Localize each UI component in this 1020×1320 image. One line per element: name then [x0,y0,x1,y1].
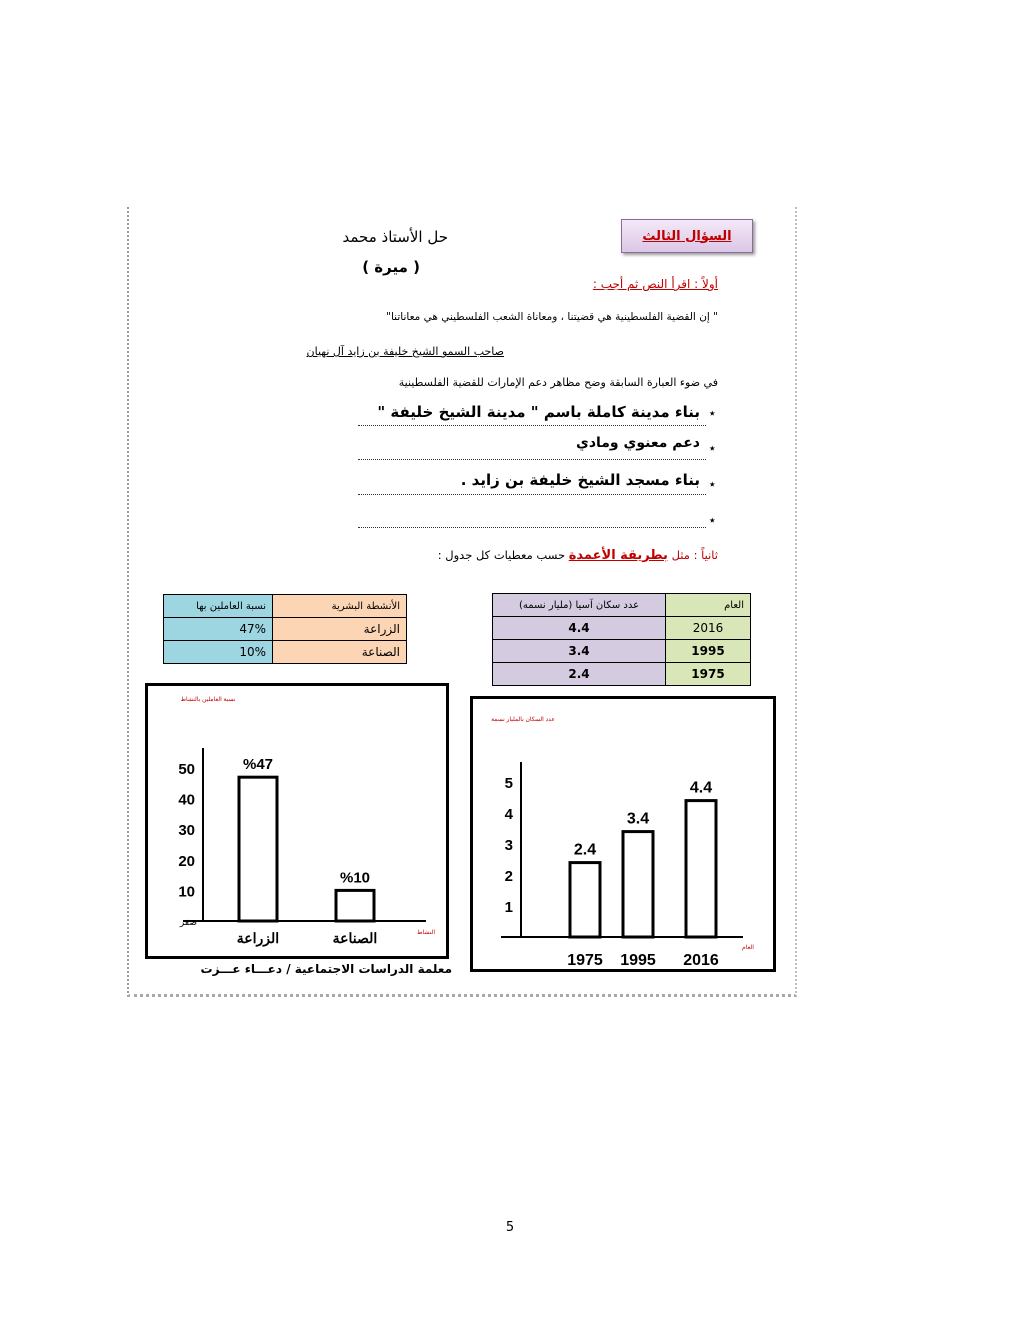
table-cell: 1975 [666,663,751,686]
table-cell: الصناعة [273,641,407,664]
bar [239,777,277,921]
table-cell: 2016 [666,617,751,640]
y-tick-label: 4 [504,806,513,823]
quote-text: " إن القضية الفلسطينية هي قضيتنا ، ومعاناة الشعب الفلسطيني هي معاناتنا" [386,311,718,323]
table-cell: نسبة العاملين بها [164,595,273,618]
solver-name: حل الأستاذ محمد [342,228,448,246]
table-row [493,663,751,686]
y-tick-label: 50 [178,761,195,778]
bar [336,890,374,921]
question-prompt: في ضوء العبارة السابقة وضح مظاهر دعم الإمارات للقضية الفلسطينية [398,376,718,389]
x-category-label: الزراعة [236,930,280,946]
table-row [493,594,751,617]
y-tick-label: 20 [178,852,195,870]
part2-title-suffix: حسب معطيات كل جدول : [437,548,566,562]
table-cell: 1995 [666,640,751,663]
answer-1-bullet: ٭ [709,406,716,420]
table-row [164,618,407,641]
x-category-label: 1995 [620,952,656,969]
answer-1-line [358,425,706,426]
table-cell: الزراعة [273,618,407,641]
part2-title-emphasis: بطريقة الأعمدة [568,548,668,563]
table-cell: 3.4 [493,640,666,663]
bar [623,832,653,937]
chart-workers [148,686,446,956]
table-cell: 2.4 [493,663,666,686]
y-tick-label: 40 [178,791,195,809]
y-tick-label: 3 [504,837,513,854]
y-axis-title: عدد السكان بالمليار نسمة [491,717,555,723]
bar-data-label: 3.4 [626,810,650,828]
student-name: ( ميرة ) [362,258,420,276]
bar-data-label: %10 [339,869,371,887]
answer-3-text: بناء مسجد الشيخ خليفة بن زايد . [460,471,700,489]
answer-4-bullet: ٭ [709,513,716,527]
chart-workers-box [145,683,449,959]
table-right [492,593,751,686]
page-number: 5 [505,1220,515,1235]
origin-label: صفر [179,917,197,927]
y-tick-label: 2 [504,868,513,885]
x-axis-title: النشاط [416,930,436,936]
answer-4-line [358,527,706,528]
bar-data-label: 2.4 [573,841,597,859]
x-category-label: الصناعة [332,930,378,946]
table-row [164,595,407,618]
part2-title-prefix: ثانياً : مثل [671,548,718,562]
table-cell: عدد سكان آسيا (مليار نسمه) [493,594,666,617]
chart-population-box [470,696,776,972]
answer-3-line [358,494,706,495]
bar-data-label: %47 [242,756,274,774]
table-cell: 10% [164,641,273,664]
question-label-box [621,219,753,253]
chart-population [473,699,773,969]
table-row [493,640,751,663]
teacher-credit: معلمة الدراسات الاجتماعية / دعـــاء عـــزت [200,962,452,976]
y-tick-label: 1 [504,899,513,916]
answer-2-line [358,459,706,460]
table-row [493,617,751,640]
bar [570,863,600,937]
table-cell: الأنشطة البشرية [273,595,407,618]
x-category-label: 1975 [567,952,603,969]
x-axis-title: العام [742,945,754,951]
y-axis-title: نسبة العاملين بالنشاط [180,697,236,703]
table-left [163,594,407,664]
answer-2-text: دعم معنوي ومادي [575,435,700,451]
bar-data-label: 4.4 [689,779,713,797]
part1-title: أولاً : اقرأ النص ثم أجب : [592,277,718,291]
bar [686,801,716,937]
table-cell: العام [666,594,751,617]
answer-1-text: بناء مدينة كاملة باسم " مدينة الشيخ خليفة " [377,403,700,421]
y-tick-label: 10 [178,883,195,901]
table-row [164,641,407,664]
quote-attribution: صاحب السمو الشيخ خليفة بن زايد آل نهيان [306,345,504,358]
part2-title [380,548,718,563]
x-category-label: 2016 [683,952,719,969]
answer-3-bullet: ٭ [709,477,716,491]
table-cell: 4.4 [493,617,666,640]
answer-2-bullet: ٭ [709,441,716,455]
y-tick-label: 5 [504,775,513,792]
table-cell: 47% [164,618,273,641]
question-label: السؤال الثالث [642,228,732,244]
y-tick-label: 30 [178,822,195,840]
